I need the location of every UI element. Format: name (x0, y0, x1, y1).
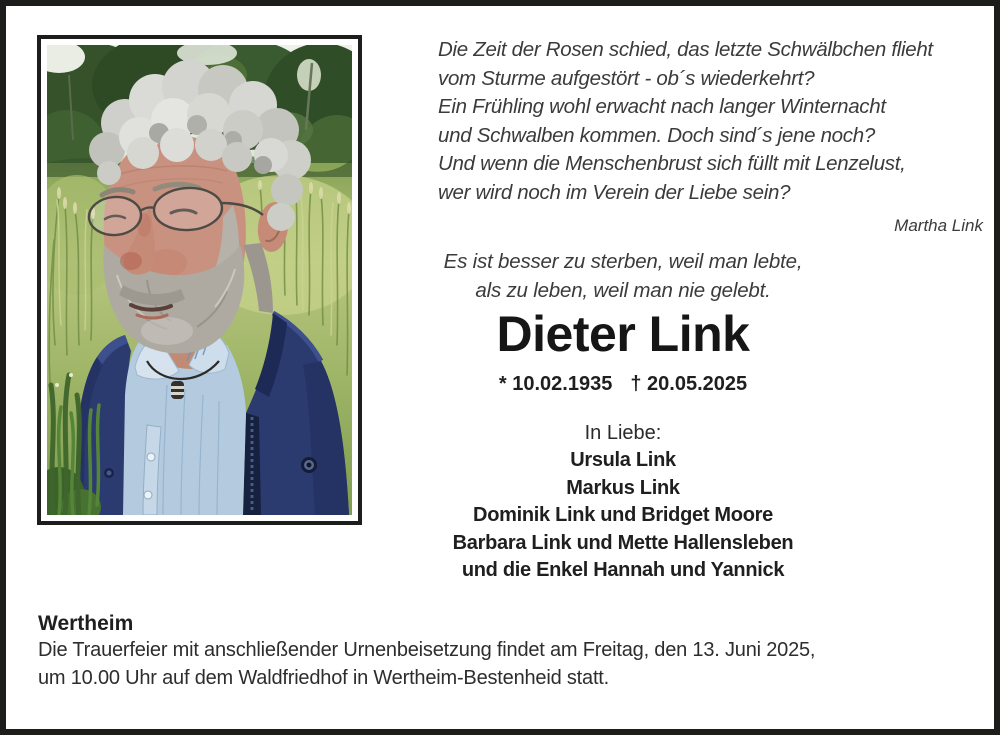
poem-line: wer wird noch im Verein der Liebe sein? (438, 180, 791, 204)
portrait-photo-frame (37, 35, 362, 525)
death-symbol: † (630, 373, 642, 395)
poem-line: Ein Frühling wohl erwacht nach langer Winternacht (438, 95, 886, 119)
mourner-name: Ursula Link (570, 449, 676, 471)
poem-line: vom Sturme aufgestört - ob´s wiederkehrt? (438, 66, 815, 90)
mourners-intro: In Liebe: (584, 422, 662, 444)
funeral-city: Wertheim (38, 612, 134, 635)
poem-line: Und wenn die Menschenbrust sich füllt mit Lenzelust, (438, 152, 906, 176)
birth-date-value: 10.02.1935 (512, 373, 613, 395)
epigraph-line: als zu leben, weil man nie gelebt. (475, 279, 771, 302)
deceased-name: Dieter Link (496, 306, 750, 362)
announcement-block (418, 247, 828, 585)
mourner-name: und die Enkel Hannah und Yannick (461, 559, 785, 581)
funeral-details-line: um 10.00 Uhr auf dem Waldfriedhof in Wertheim-Bestenheid statt. (38, 667, 610, 689)
life-dates (418, 371, 828, 397)
mourners-block (418, 420, 828, 585)
death-date-value: 20.05.2025 (647, 373, 748, 395)
mourner-name: Dominik Link und Bridget Moore (473, 504, 773, 526)
funeral-details-line: Die Trauerfeier mit anschließender Urnenbeisetzung findet am Freitag, den 13. Juni 2025, (38, 639, 816, 661)
epigraph-line: Es ist besser zu sterben, weil man lebte, (443, 250, 803, 273)
memorial-poem (438, 36, 983, 240)
portrait-photo (47, 45, 352, 515)
mourner-name: Barbara Link und Mette Hallensleben (452, 531, 794, 554)
poem-line: Die Zeit der Rosen schied, das letzte Schwälbchen flieht (438, 38, 933, 61)
epigraph (418, 247, 828, 305)
birth-symbol: * (498, 373, 507, 395)
birth-date (499, 373, 612, 395)
mourner-name: Markus Link (566, 476, 680, 499)
funeral-info (38, 612, 968, 692)
poem-line: und Schwalben kommen. Doch sind´s jene noch? (438, 123, 875, 147)
poem-attribution: Martha Link (894, 215, 983, 235)
death-date (630, 373, 747, 395)
